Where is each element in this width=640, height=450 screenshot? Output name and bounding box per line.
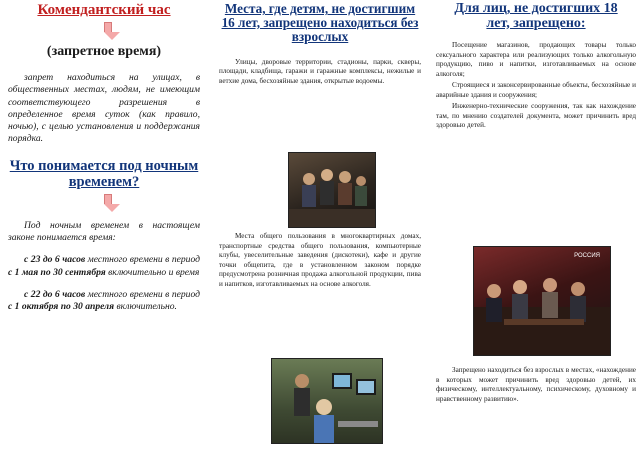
winter-period xyxy=(8,289,200,314)
column-curfew xyxy=(0,0,206,450)
column-under-16 xyxy=(213,0,427,450)
winter-hours: с 22 до 6 часов xyxy=(24,289,86,300)
curfew-subtitle: (запретное время) xyxy=(46,44,162,59)
teens-group-photo xyxy=(288,152,376,228)
harmful-places: Запрещено находиться без взрослых в местах, «нахождение в которых может причинить вред здоровью детей, их физическому, интеллектуальному, психическому, духовному и нравственному развитию». xyxy=(436,366,636,403)
summer-mid: местного времени в период xyxy=(85,254,200,266)
public-places: Места общего пользования в многоквартирных домах, транспортные средства общего пользования, компьютерные клубы, увеселительные заведения (дискотеки), кафе и другие точки общепита, где в установленном законом порядке предусмотрена розничная продажа алкогольной продукции, пива и напитков, изготавливаемых на основе алкоголя. xyxy=(219,232,421,288)
computer-club-photo xyxy=(271,358,383,444)
under-16-title: Места, где детям, не достигшим 16 лет, запрещено находиться без взрослых xyxy=(221,1,419,44)
curfew-title: Комендантский час xyxy=(37,2,171,18)
tv-channel-logo: РОССИЯ xyxy=(574,253,600,259)
winter-mid: местного времени в период xyxy=(85,289,200,300)
summer-hours: с 23 до 6 часов xyxy=(24,254,86,266)
shops-restriction: Посещение магазинов, продающих товары только сексуального характера или реализующих только алкогольную продукцию, пиво и напитки, изготавливаемых на основе алкоголя; xyxy=(436,41,636,78)
winter-post: включительно. xyxy=(114,301,177,313)
engineering-restriction: Инженерно-технические сооружения, так как нахождение там, по мнению создателей документа, может причинить вред здоровью детей. xyxy=(436,102,636,130)
curfew-definition: запрет находиться на улицах, в общественных местах, людям, не имеющим соответствующего разрешения в определенное время суток (как правило, ночью), с целью установления и поддержания порядка. xyxy=(8,72,200,145)
winter-dates: с 1 октября по 30 апреля xyxy=(8,301,115,313)
summer-dates: с 1 мая по 30 сентября xyxy=(8,266,106,278)
under-18-title: Для лиц, не достигших 18 лет, запрещено: xyxy=(454,1,618,31)
summer-post: включительно и время xyxy=(105,266,200,278)
column-under-18 xyxy=(430,0,640,450)
summer-period xyxy=(8,254,200,279)
outdoor-places: Улицы, дворовые территории, стадионы, парки, скверы, площади, кладбища, гаражи и гаражные комплексы, нежилые и ветхие дома, бесхозяйные здания, открытые водоемы. xyxy=(219,57,421,85)
night-time-intro: Под ночным временем в настоящем законе понимается время: xyxy=(8,219,200,244)
buildings-restriction: Строящиеся и законсервированные объекты, бесхозяйные и аварийные здания и сооружения; xyxy=(436,81,636,99)
night-time-question: Что понимается под ночным временем? xyxy=(9,157,199,191)
bar-scene-photo xyxy=(473,246,611,356)
